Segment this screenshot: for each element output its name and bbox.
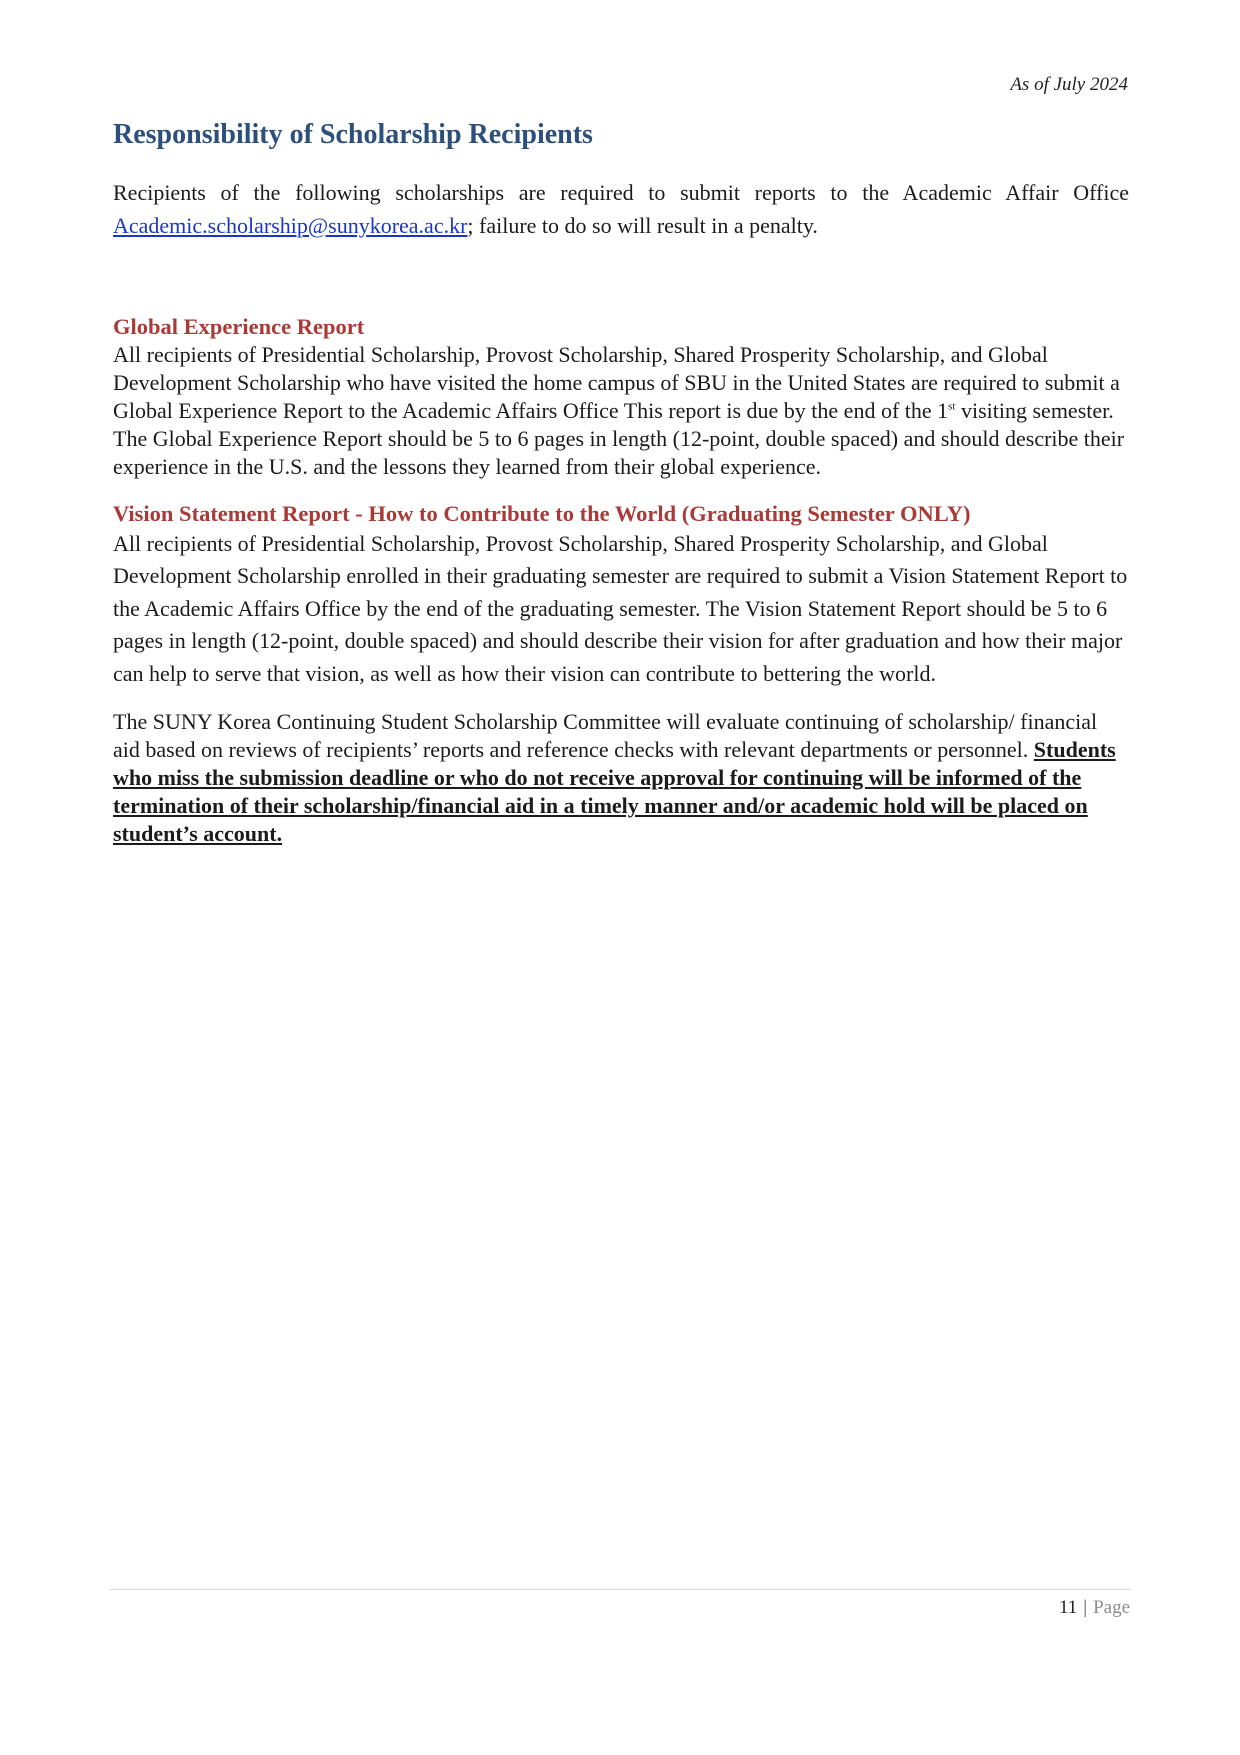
intro-text-after: ; failure to do so will result in a penalty. [467, 212, 818, 238]
termination-warning: Students who miss the submission deadline or who do not receive approval for continuing will be informed of the termination of their scholarship/financial aid in a timely manner and/or academic hold will be placed on student’s account. [113, 737, 1116, 847]
scholarship-email-link[interactable]: Academic.scholarship@sunykorea.ac.kr [113, 212, 468, 238]
committee-text: The SUNY Korea Continuing Student Scholarship Committee will evaluate continuing of scholarship/ financial aid based on reviews of recipients’ reports and reference checks with relevant departments or personnel. [113, 709, 1098, 763]
intro-paragraph [113, 176, 1129, 242]
footer-divider [110, 1589, 1131, 1590]
global-text-before: All recipients of Presidential Scholarship, Provost Scholarship, Shared Prosperity Scholarship, and Global Development Scholarship who have visited the home campus of SBU in the United States are required to submit a Global Experience Report to the Academic Affairs Office This report is due by the end of the 1 [113, 341, 1120, 423]
global-text-after: visiting semester. The Global Experience Report should be 5 to 6 pages in length (12-point, double spaced) and should describe their experience in the U.S. and the lessons they learned from their global experience. [113, 397, 1125, 479]
vision-statement-paragraph: All recipients of Presidential Scholarship, Provost Scholarship, Shared Prosperity Scholarship, and Global Development Scholarship enrolled in their graduating semester are required to submit a Vision Statement Report to the Academic Affairs Office by the end of the graduating semester. The Vision Statement Report should be 5 to 6 pages in length (12-point, double spaced) and should describe their vision for after graduation and how their major can help to serve that vision, as well as how their vision can contribute to bettering the world. [113, 530, 1128, 686]
page-title: Responsibility of Scholarship Recipients [113, 119, 593, 150]
ordinal-superscript: st [948, 400, 956, 413]
page-content [113, 118, 1129, 848]
global-experience-paragraph [113, 341, 1129, 481]
global-experience-heading: Global Experience Report [113, 313, 365, 339]
vision-statement-heading: Vision Statement Report - How to Contribute to the World (Graduating Semester ONLY) [113, 500, 971, 526]
committee-paragraph [113, 708, 1129, 848]
page-label: Page [1093, 1597, 1130, 1618]
footer-separator: | [1083, 1597, 1088, 1618]
page-footer [1059, 1597, 1130, 1619]
intro-text-before: Recipients of the following scholarships are required to submit reports to the Academic Affair Office [113, 179, 1129, 205]
page-number: 11 [1058, 1597, 1078, 1618]
header-date: As of July 2024 [1010, 74, 1128, 95]
